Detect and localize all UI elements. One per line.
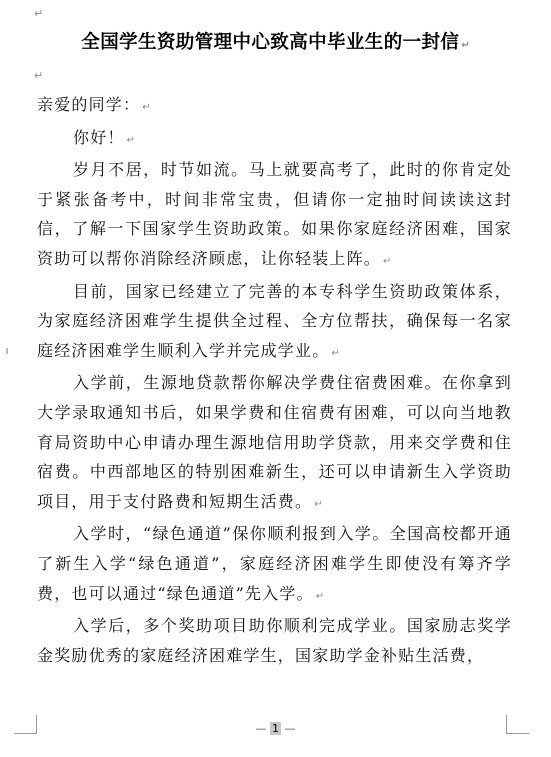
- paragraph-mark: ↵: [315, 590, 325, 602]
- paragraph: [37, 611, 512, 670]
- paragraph-text: 入学前，生源地贷款帮你解决学费住宿费困难。在你拿到大学录取通知书后，如果学费和住宿费有困难，可以向当地教育局资助中心申请办理生源地信用助学贷款，用来交学费和住宿费。中西部地区的特别困难新生，还可以申请新生入学资助项目，用于支付路费和短期生活费。: [37, 373, 512, 511]
- paragraph: [37, 368, 512, 519]
- paragraph: [37, 90, 512, 123]
- paragraph-mark: ↵: [331, 347, 340, 359]
- paragraph: [37, 123, 512, 156]
- footer-dash-right: —: [284, 722, 296, 735]
- paragraph: [37, 519, 512, 611]
- paragraph-mark: ↵: [126, 134, 135, 146]
- document-body: [37, 90, 512, 670]
- page-number: 1: [272, 722, 279, 735]
- footer-dash-left: —: [255, 722, 267, 735]
- paragraph-text: 亲爱的同学：: [37, 95, 141, 114]
- paragraph-text: 岁月不居，时节如流。马上就要高考了，此时的你肯定处于紧张备考中，时间非常宝贵，但请你一定抽时间读读这封信，了解一下国家学生资助政策。如果你家庭经济困难，国家资助可以帮你消除经济顾虑，让你轻装上阵。: [37, 160, 512, 268]
- paragraph: [37, 277, 512, 369]
- document-title: 全国学生资助管理中心致高中毕业生的一封信 ↵: [81, 32, 470, 53]
- paragraph-mark-top: ↵: [34, 7, 44, 20]
- paragraph-mark: ↵: [314, 498, 323, 510]
- paragraph-mark-blank-line: ↵: [34, 69, 44, 82]
- page-footer: [0, 722, 551, 735]
- paragraph-mark: ↵: [383, 255, 392, 267]
- paragraph-text: 目前，国家已经建立了完善的本专科学生资助政策体系，为家庭经济困难学生提供全过程、全方位帮扶，确保每一名家庭经济困难学生顺利入学并完成学业。: [37, 281, 512, 360]
- paragraph-text: 入学后，多个奖助项目助你顺利完成学业。国家励志奖学金奖励优秀的家庭经济困难学生，国家助学金补贴生活费，: [37, 616, 512, 665]
- paragraph: [37, 155, 512, 276]
- paragraph-text: 入学时，“绿色通道”保你顺利报到入学。全国高校都开通了新生入学“绿色通道”，家庭经济困难学生即使没有筹齐学费，也可以通过“绿色通道”先入学。: [37, 524, 512, 603]
- title-paragraph-mark: ↵: [461, 40, 470, 51]
- paragraph-text: 你好！: [73, 127, 125, 147]
- margin-mark: [6, 348, 8, 354]
- paragraph-mark: ↵: [142, 102, 151, 113]
